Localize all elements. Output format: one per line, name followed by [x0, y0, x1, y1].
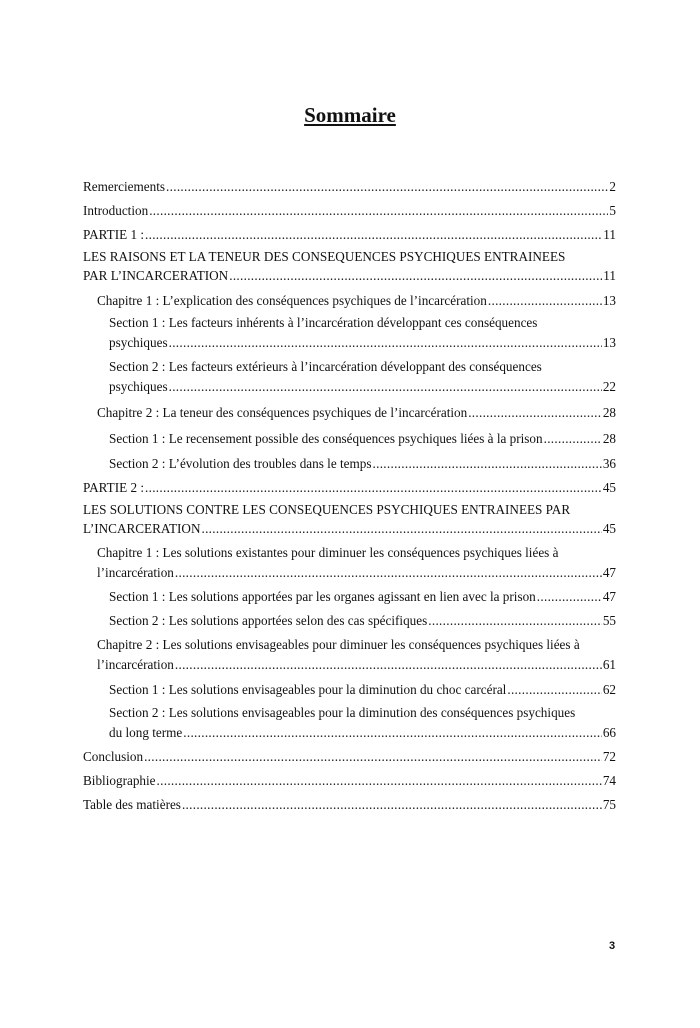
toc-entry-text: Section 2 : Les solutions envisageables pour la diminution des conséquences psychiques	[109, 705, 576, 720]
toc-entry-chapitre-1[interactable]	[83, 543, 616, 583]
toc-entry-conclusion[interactable]	[83, 745, 616, 769]
toc-entry-text-cont: L’INCARCERATION	[83, 521, 201, 536]
toc-entry-text: PARTIE 2 :	[83, 480, 145, 495]
toc-page-number: 45	[602, 480, 616, 495]
page-title: Sommaire	[304, 103, 396, 127]
toc-entry-text-cont: du long terme	[109, 725, 183, 740]
toc-entry-section-1[interactable]	[83, 678, 616, 702]
toc-entry-chapitre-2[interactable]	[83, 401, 616, 425]
toc-entry-section-1[interactable]	[83, 313, 616, 353]
toc-entry-text: Chapitre 2 : Les solutions envisageables pour diminuer les conséquences psychiques liées à	[97, 637, 580, 652]
toc-page-number: 28	[602, 431, 616, 446]
toc-entry-text: Table des matières	[83, 797, 181, 812]
toc-page-number: 13	[602, 335, 616, 350]
toc-entry-text: Section 1 : Le recensement possible des conséquences psychiques liées à la prison	[109, 431, 543, 446]
toc-page-number: 62	[602, 682, 616, 697]
toc-entry-text: Introduction	[83, 203, 149, 218]
toc-entry-text: Bibliographie	[83, 773, 156, 788]
toc-entry-text: LES RAISONS ET LA TENEUR DES CONSEQUENCES PSYCHIQUES ENTRAINEES	[83, 249, 566, 264]
toc-entry-text-cont: l’incarcération	[97, 565, 174, 580]
toc-entry-section-1[interactable]	[83, 427, 616, 451]
toc-entry-text-cont: psychiques	[109, 379, 168, 394]
toc-entry-text: Chapitre 1 : L’explication des conséquences psychiques de l’incarcération	[97, 293, 487, 308]
toc-entry-text: Remerciements	[83, 179, 166, 194]
toc-page-number: 2	[609, 179, 616, 194]
toc-page-number: 75	[602, 797, 616, 812]
toc-entry-text: Section 2 : Les facteurs extérieurs à l’incarcération développant des conséquences	[109, 359, 542, 374]
toc-page-number: 45	[602, 521, 616, 536]
toc-entry-part-1-title[interactable]	[83, 247, 616, 285]
toc-entry-remerciements[interactable]	[83, 175, 616, 199]
toc-page-number: 11	[603, 268, 616, 283]
toc-page-number: 13	[602, 293, 616, 308]
toc-entry-text-cont: psychiques	[109, 335, 168, 350]
toc-entry-text: Chapitre 2 : La teneur des conséquences psychiques de l’incarcération	[97, 405, 468, 420]
toc-entry-section-2[interactable]	[83, 452, 616, 476]
toc-entry-text: Section 1 : Les facteurs inhérents à l’incarcération développant ces conséquences	[109, 315, 538, 330]
toc-entry-part-2-title[interactable]	[83, 500, 616, 538]
toc-entry-text-cont: l’incarcération	[97, 657, 174, 672]
toc-entry-text: Section 1 : Les solutions apportées par les organes agissant en lien avec la prison	[109, 589, 536, 604]
toc-page-number: 28	[602, 405, 616, 420]
toc-entry-section-2[interactable]	[83, 357, 616, 397]
toc-entry-text: LES SOLUTIONS CONTRE LES CONSEQUENCES PSYCHIQUES ENTRAINEES PAR	[83, 502, 571, 517]
toc-entry-text: Section 2 : L’évolution des troubles dans le temps	[109, 456, 372, 471]
toc-entry-table-des-matieres[interactable]	[83, 793, 616, 817]
toc-entry-section-2[interactable]	[83, 703, 616, 743]
toc-entry-text: Section 1 : Les solutions envisageables pour la diminution du choc carcéral	[109, 682, 507, 697]
toc-entry-chapitre-1[interactable]	[83, 289, 616, 313]
toc-page-number: 22	[602, 379, 616, 394]
toc-entry-partie-2[interactable]	[83, 476, 616, 500]
toc-entry-introduction[interactable]	[83, 199, 616, 223]
toc-entry-text: PARTIE 1 :	[83, 227, 145, 242]
toc-entry-text: Conclusion	[83, 749, 144, 764]
toc-entry-text: Section 2 : Les solutions apportées selon des cas spécifiques	[109, 613, 428, 628]
toc-page-number: 47	[602, 589, 616, 604]
toc-entry-text: Chapitre 1 : Les solutions existantes pour diminuer les conséquences psychiques liées à	[97, 545, 559, 560]
toc-entry-section-2[interactable]	[83, 609, 616, 633]
toc-page-number: 36	[602, 456, 616, 471]
toc-page-number: 11	[603, 227, 616, 242]
toc-page-number: 74	[602, 773, 616, 788]
toc-page-number: 72	[602, 749, 616, 764]
toc-entry-partie-1[interactable]	[83, 223, 616, 247]
toc-page-number: 66	[602, 725, 616, 740]
toc-page-number: 55	[602, 613, 616, 628]
toc-entry-section-1[interactable]	[83, 585, 616, 609]
toc-page-number: 61	[602, 657, 616, 672]
toc-entry-chapitre-2[interactable]	[83, 635, 616, 675]
toc-entry-bibliographie[interactable]	[83, 769, 616, 793]
toc-entry-text-cont: PAR L’INCARCERATION	[83, 268, 229, 283]
page-number: 3	[609, 940, 616, 952]
toc-page-number: 47	[602, 565, 616, 580]
toc-page-number: 5	[609, 203, 616, 218]
